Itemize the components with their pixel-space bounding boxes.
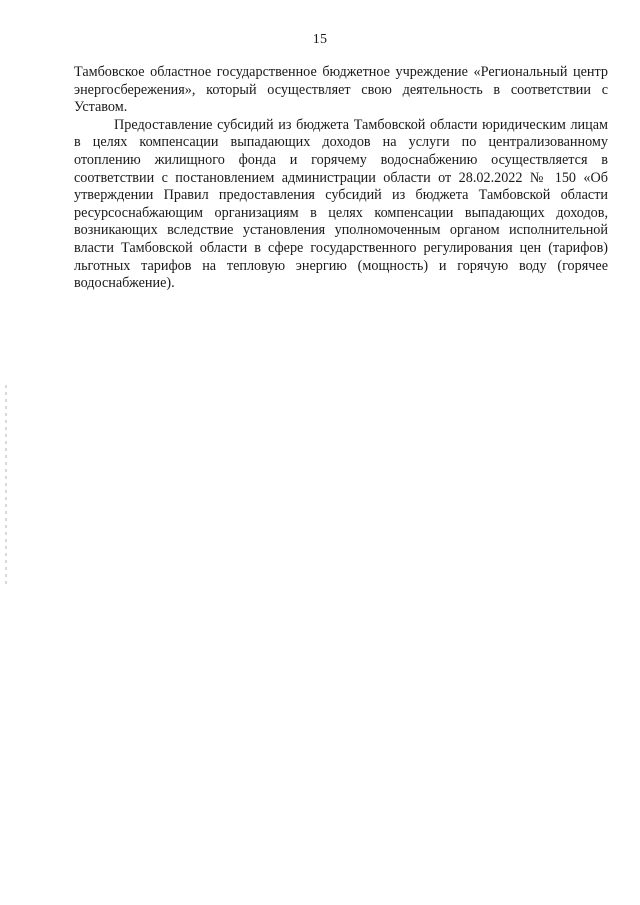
document-body: [74, 64, 608, 293]
paragraph-continuation: Тамбовское областное государственное бюджетное учреждение «Региональный центр энергосбережения», который осуществляет свою деятельность в соответствии с Уставом.: [74, 64, 608, 116]
margin-scan-mark: [5, 385, 7, 585]
page-number: 15: [312, 32, 328, 47]
paragraph-subsidies: Предоставление субсидий из бюджета Тамбовской области юридическим лицам в целях компенсации выпадающих доходов на услуги по централизованному отоплению жилищного фонда и горячему водоснабжению осуществляется в соответствии с постановлением администрации области от 28.02.2022 № 150 «Об утверждении Правил предоставления субсидий из бюджета Тамбовской области ресурсоснабжающим организациям в целях компенсации выпадающих доходов, возникающих вследствие установления уполномоченным органом исполнительной власти Тамбовской области в сфере государственного регулирования цен (тарифов) льготных тарифов на тепловую энергию (мощность) и горячую воду (горячее водоснабжение).: [74, 116, 608, 292]
